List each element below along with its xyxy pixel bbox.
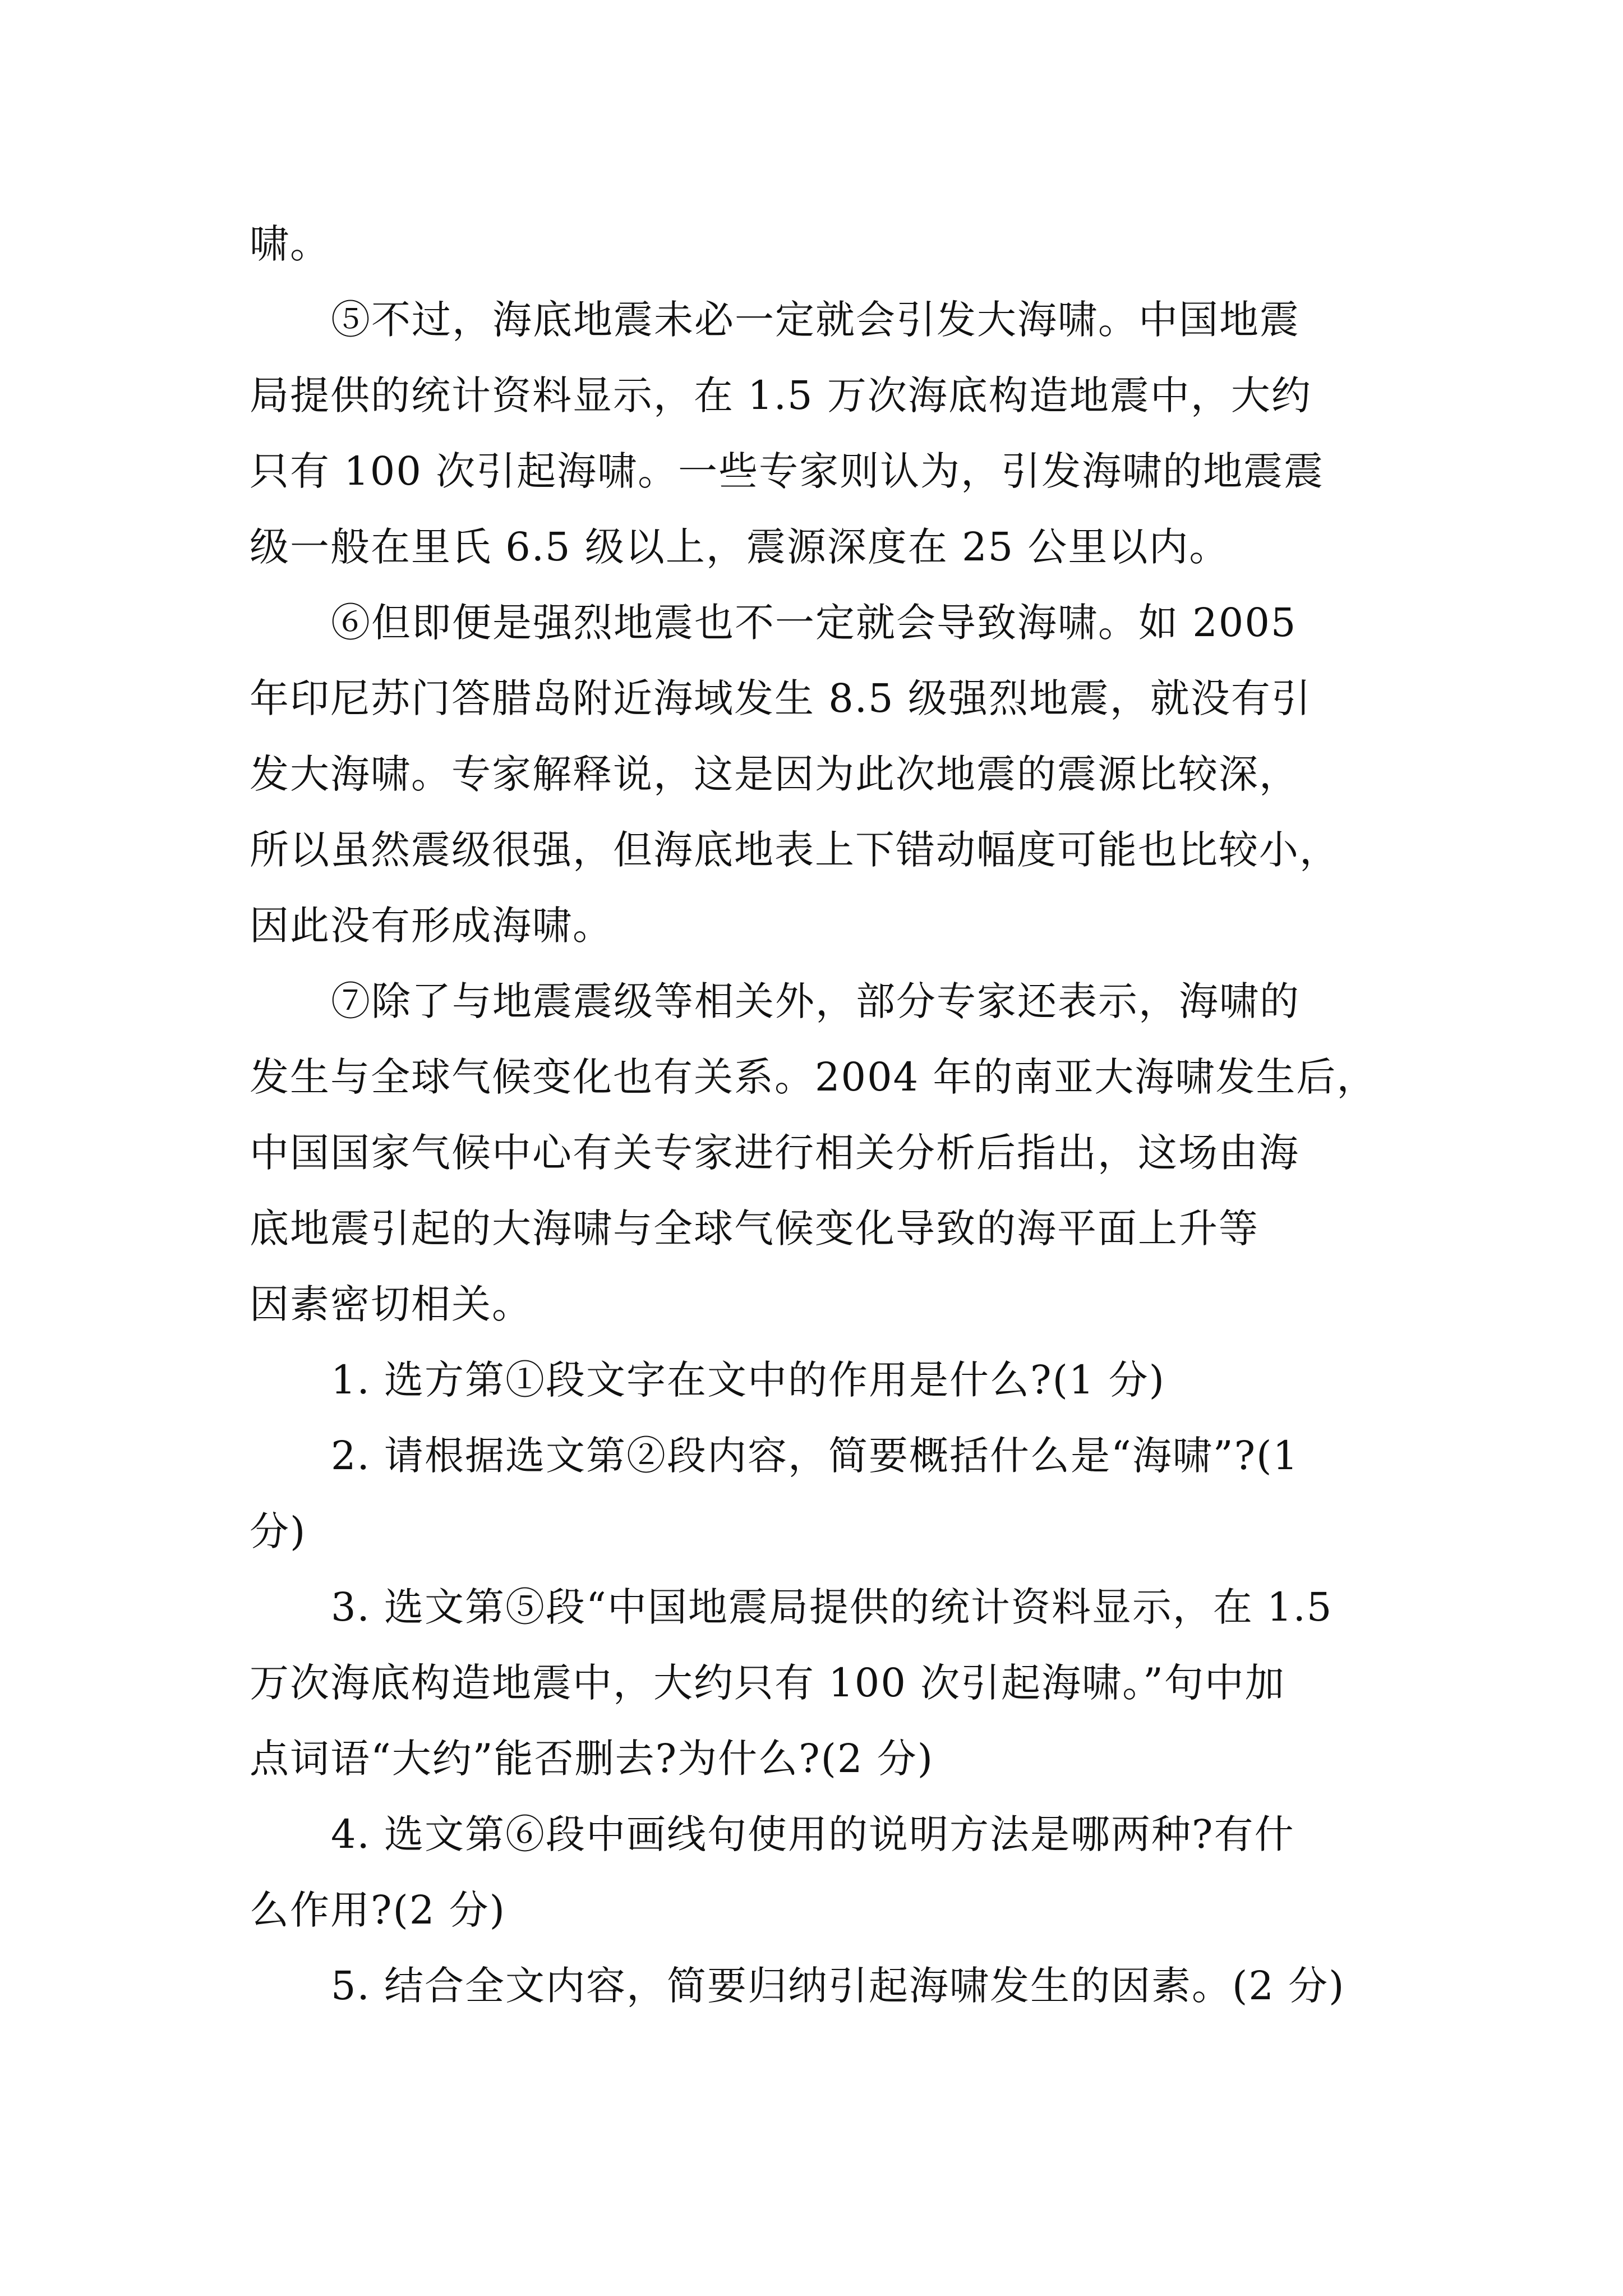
question-2-line-2: 分)	[250, 1508, 307, 1554]
paragraph-6-line-1: ⑥但即便是强烈地震也不一定就会导致海啸。如 2005	[331, 600, 1297, 646]
text-line-1: 啸。	[250, 221, 330, 267]
question-4-line-1: 4. 选文第⑥段中画线句使用的说明方法是哪两种?有什	[331, 1811, 1295, 1857]
paragraph-5-line-1: ⑤不过，海底地震未必一定就会引发大海啸。中国地震	[331, 297, 1300, 343]
paragraph-7-line-2: 发生与全球气候变化也有关系。2004 年的南亚大海啸发生后，	[250, 1054, 1377, 1100]
paragraph-7-line-3: 中国国家气候中心有关专家进行相关分析后指出，这场由海	[250, 1130, 1299, 1176]
question-3-line-3: 点词语“大约”能否删去?为什么?(2 分)	[250, 1736, 934, 1782]
question-3-line-1: 3. 选文第⑤段“中国地震局提供的统计资料显示，在 1.5	[331, 1584, 1333, 1630]
paragraph-6-line-3: 发大海啸。专家解释说，这是因为此次地震的震源比较深，	[250, 751, 1299, 797]
paragraph-5-line-2: 局提供的统计资料显示，在 1.5 万次海底构造地震中，大约	[250, 372, 1312, 418]
question-5: 5. 结合全文内容，简要归纳引起海啸发生的因素。(2 分)	[331, 1963, 1345, 2009]
paragraph-7-line-4: 底地震引起的大海啸与全球气候变化导致的海平面上升等	[250, 1205, 1259, 1251]
paragraph-7-line-1: ⑦除了与地震震级等相关外，部分专家还表示，海啸的	[331, 978, 1300, 1024]
paragraph-7-line-5: 因素密切相关。	[250, 1281, 532, 1327]
question-4-line-2: 么作用?(2 分)	[250, 1887, 506, 1933]
paragraph-5-line-3: 只有 100 次引起海啸。一些专家则认为，引发海啸的地震震	[250, 448, 1325, 494]
question-3-line-2: 万次海底构造地震中，大约只有 100 次引起海啸。”句中加	[250, 1660, 1285, 1706]
paragraph-6-line-2: 年印尼苏门答腊岛附近海域发生 8.5 级强烈地震，就没有引	[250, 675, 1312, 721]
question-1: 1. 选方第①段文字在文中的作用是什么?(1 分)	[331, 1357, 1165, 1403]
paragraph-6-line-5: 因此没有形成海啸。	[250, 903, 613, 949]
question-2-line-1: 2. 请根据选文第②段内容，简要概括什么是“海啸”?(1	[331, 1433, 1299, 1479]
paragraph-6-line-4: 所以虽然震级很强，但海底地表上下错动幅度可能也比较小，	[250, 827, 1340, 873]
paragraph-5-line-4: 级一般在里氏 6.5 级以上，震源深度在 25 公里以内。	[250, 524, 1230, 570]
